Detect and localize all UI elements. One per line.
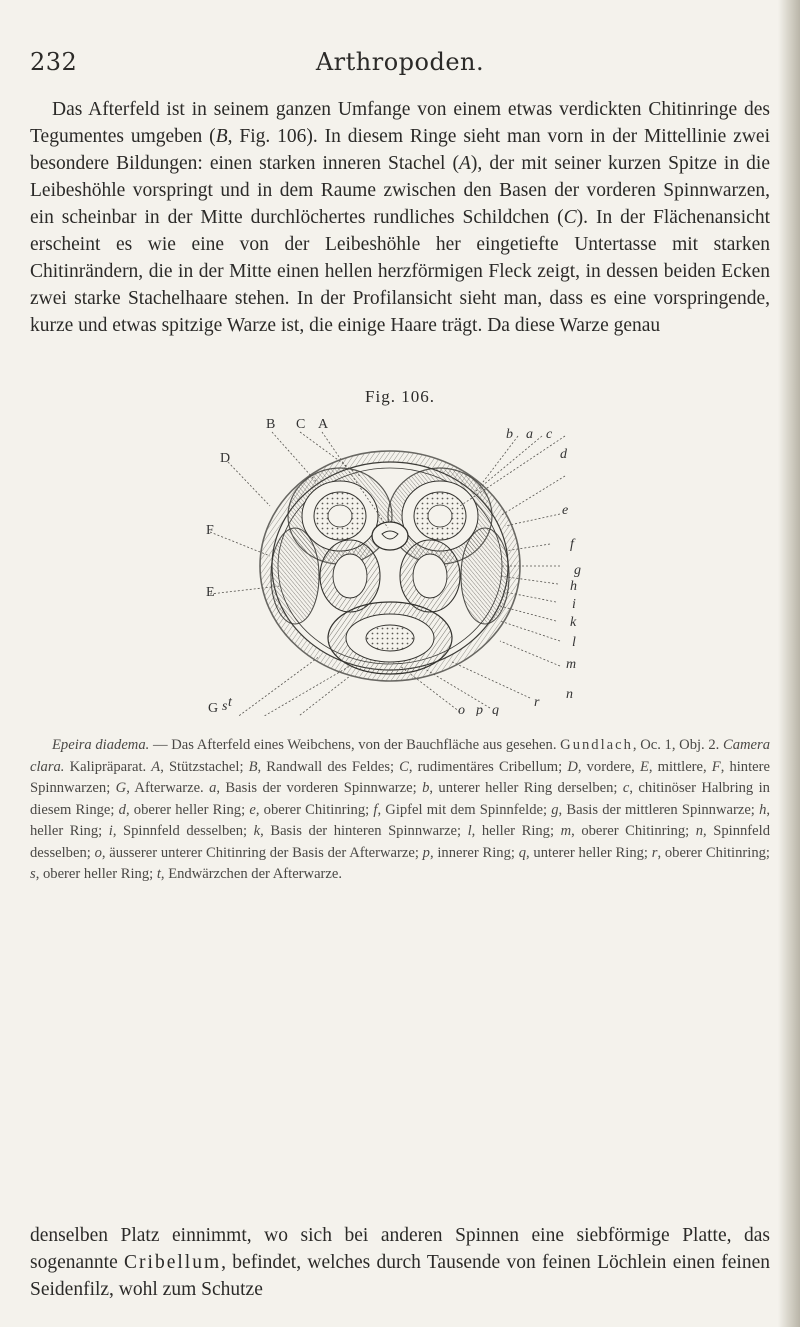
legend-text: , Basis der hinteren Spinnwarze; (260, 823, 468, 839)
caption-species: Epeira diadema. (52, 737, 150, 753)
legend-text: , oberer heller Ring; (125, 801, 250, 818)
caption-text: Kalipräparat. (64, 758, 152, 775)
spinneret-illustration (200, 416, 590, 716)
fig-label-n: n (566, 687, 573, 702)
caption-camera: Camera clara. (30, 737, 770, 775)
fig-label-f: f (570, 537, 574, 552)
cribellum-term: Cribellum (124, 1252, 222, 1273)
legend-key: g (551, 801, 559, 818)
fig-label-p: p (476, 703, 483, 716)
legend-text: , oberer Chitinring; (255, 801, 374, 818)
paragraph-text: , befindet, welches durch Tausende von feinen Löchlein einen feinen Seidenfilz, wohl zum Schutze (30, 1252, 770, 1300)
legend-text: , mittlere, (648, 758, 712, 775)
legend-text: , Gipfel mit dem Spinnfelde; (377, 801, 552, 818)
anal-tubercle (328, 602, 452, 674)
fig-label-G: G (208, 701, 219, 716)
legend-key: q (518, 844, 526, 861)
legend-text: , unterer heller Ring derselben; (429, 780, 623, 796)
caption-text: — Das Afterfeld eines Weibchens, von der Bauchfläche aus gesehen. (149, 737, 557, 753)
running-title: Arthropoden. (315, 48, 485, 76)
paragraph-text: denselben Platz einnimmt, wo sich bei anderen Spinnen eine siebförmige Platte, das sogenannte (30, 1225, 770, 1273)
legend-key: B (248, 758, 258, 775)
fig-label-t: t (228, 695, 232, 710)
figure-reference: C (563, 207, 577, 228)
legend-text: , oberer Chitinring; (571, 823, 696, 839)
fig-label-E: E (206, 585, 215, 600)
legend-key: d (118, 801, 126, 818)
legend-key: m (560, 823, 572, 839)
legend-key: E (639, 758, 649, 775)
legend-text: , Endwärzchen der Afterwarze. (160, 866, 343, 882)
legend-text: , Afterwarze. (126, 780, 210, 796)
legend-text: , rudimentäres Cribellum; (408, 758, 568, 775)
legend-text: , Spinnfeld desselben; (112, 823, 254, 839)
legend-text: , heller Ring; (30, 801, 771, 839)
fig-label-g: g (574, 563, 581, 578)
legend-key: e (249, 801, 256, 818)
fig-label-D: D (220, 451, 231, 466)
fig-label-m: m (566, 657, 577, 672)
fig-label-o: o (458, 703, 465, 716)
paragraph-text: ), der mit seiner kurzen Spitze in die Leibeshöhle vorspringt und in dem Raume zwischen den Basen der vorderen Spinnwarzen, ein scheinbar in der Mitte durchlöchertes rundliches Schildchen ( (30, 153, 770, 228)
legend-key: k (253, 823, 261, 839)
figure-reference: B (215, 126, 228, 147)
fig-label-h: h (570, 579, 577, 594)
bottom-paragraph (30, 1222, 770, 1303)
caption-text: , Oc. 1, Obj. 2. (632, 737, 723, 753)
fig-label-r: r (534, 695, 540, 710)
legend-text: , Spinnfeld desselben; (30, 823, 770, 861)
figure-label: Fig. 106. (365, 387, 435, 406)
legend-text: , vordere, (577, 758, 640, 775)
legend-text: , Randwall des Feldes; (257, 758, 400, 775)
legend-key: F (711, 758, 721, 775)
legend-key: h (759, 801, 767, 818)
fig-label-e: e (562, 503, 569, 518)
paragraph-text: Das Afterfeld ist in seinem ganzen Umfange von einem etwas verdickten Chitinringe des Tegumentes umgeben ( (30, 99, 770, 147)
caption-legend (30, 759, 770, 883)
legend-key: o (94, 844, 102, 861)
legend-key: t (156, 866, 161, 882)
legend-key: f (373, 801, 378, 818)
page-edge-shadow (778, 0, 800, 1327)
legend-text: , heller Ring; (471, 823, 561, 839)
legend-key: p (422, 844, 430, 861)
legend-text: , Basis der mittleren Spinnwarze; (558, 801, 760, 818)
legend-key: A (151, 758, 161, 775)
fig-label-F: F (206, 523, 214, 538)
fig-label-i: i (572, 597, 576, 612)
legend-text: , unterer heller Ring; (526, 844, 652, 861)
page-number: 232 (30, 48, 78, 76)
top-paragraph (30, 96, 770, 339)
figure-reference: A (459, 153, 471, 174)
legend-key: a (209, 780, 217, 796)
legend-text: , chitinöser Halbring in diesem Ringe; (30, 780, 770, 818)
legend-key: l (467, 823, 472, 839)
legend-text: , Basis der vorderen Spinnwarze; (216, 780, 423, 796)
legend-key: b (422, 780, 430, 796)
legend-key: i (108, 823, 113, 839)
legend-key: D (567, 758, 578, 775)
legend-key: r (651, 844, 658, 861)
fig-label-s: s (222, 699, 228, 714)
fig-label-q: q (492, 703, 499, 716)
legend-key: G (115, 780, 127, 796)
legend-key: c (622, 780, 630, 796)
fig-label-b: b (506, 427, 513, 442)
legend-key: n (695, 823, 704, 839)
fig-label-A: A (318, 417, 329, 432)
fig-label-C: C (296, 417, 306, 432)
fig-label-d: d (560, 447, 567, 462)
legend-text: , oberer heller Ring; (35, 866, 157, 882)
fig-label-B: B (266, 417, 276, 432)
figure-caption (30, 735, 770, 886)
legend-key: C (399, 758, 409, 775)
legend-text: , oberer Chitinring; (657, 844, 770, 861)
caption-author: Gundlach (560, 737, 633, 753)
legend-text: , äusserer unterer Chitinring der Basis der Afterwarze; (101, 844, 423, 861)
fig-label-a: a (526, 427, 533, 442)
legend-key: s (30, 866, 36, 882)
paragraph-text: ). In der Flächenansicht erscheint es wie eine von der Leibeshöhle her eingetiefte Untertasse mit starken Chitinrändern, die in der Mitte einen hellen herzförmigen Fleck zeigt, in dessen beiden Ecken zwei starke Stachelhaare stehen. In der Profilansicht sieht man, dass es eine vorspringende, kurze und etwas spitzige Warze ist, die einige Haare trägt. Da diese Warze genau (30, 207, 770, 336)
legend-text: , Stützstachel; (160, 758, 249, 775)
fig-label-l: l (572, 635, 576, 650)
legend-text: , hintere Spinnwarzen; (30, 758, 770, 796)
fig-label-k: k (570, 615, 577, 630)
cribellum (372, 522, 408, 550)
legend-text: , innerer Ring; (429, 844, 519, 861)
paragraph-text: , Fig. 106). In diesem Ringe sieht man vorn in der Mittellinie zwei besondere Bildungen: einen starken inneren Stachel ( (30, 126, 770, 174)
fig-label-c: c (546, 427, 553, 442)
